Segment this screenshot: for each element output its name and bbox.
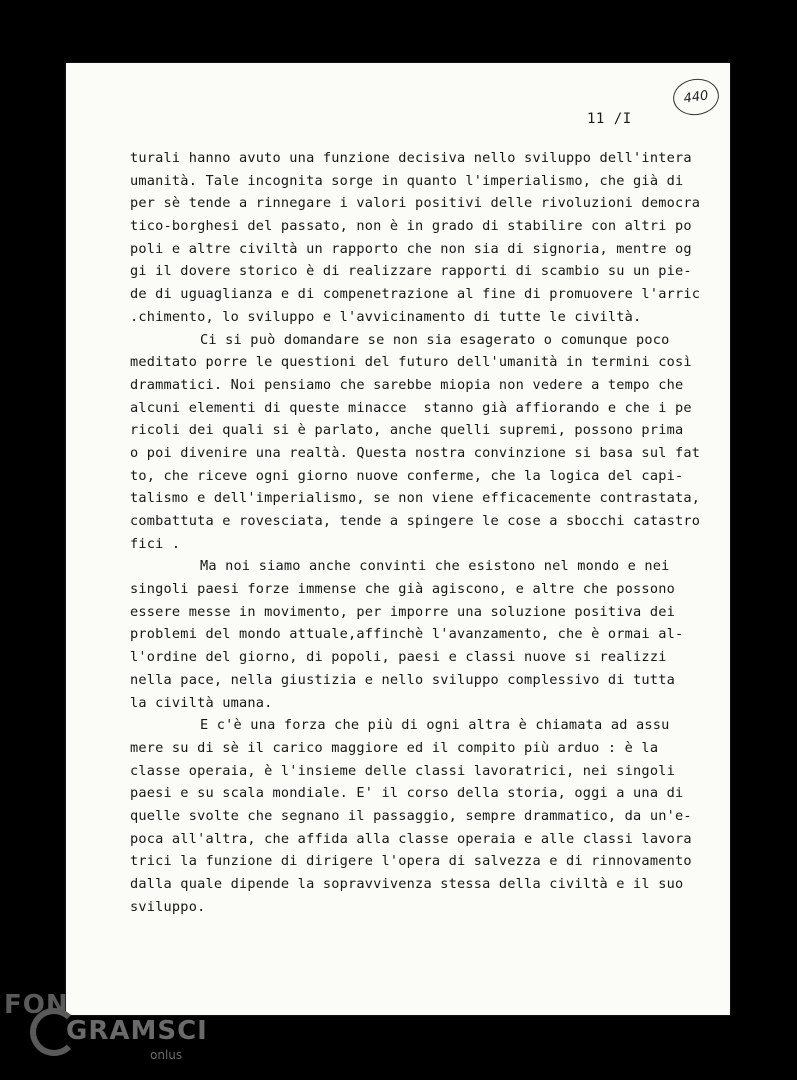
text-line: meditato porre le questioni del futuro dell'umanità in termini così (130, 354, 692, 371)
text-line: Ci si può domandare se non sia esagerato o comunque poco (200, 331, 670, 348)
text-line: Ma noi siamo anche convinti che esistono nel mondo e nei (200, 558, 670, 575)
text-line: fici . (130, 535, 181, 552)
logo-onlus-text: onlus (150, 1048, 183, 1062)
text-line: combattuta e rovesciata, tende a spingere le cose a sbocchi catastro (130, 513, 701, 529)
logo-gramsci-text: GRAMSCI (66, 1016, 208, 1046)
text-line: nella pace, nella giustizia e nello sviluppo complessivo di tutta (130, 671, 675, 688)
text-line: alcuni elementi di queste minacce stanno già affiorando e che i pe (130, 399, 692, 416)
text-line: to, che riceve ogni giorno nuove conferme, che la logica del capi- (130, 467, 684, 484)
page-number: 11 /I (587, 111, 632, 127)
text-line: drammatici. Noi pensiamo che sarebbe miopia non vedere a tempo che (130, 376, 684, 393)
text-line: paesi e su scala mondiale. E' il corso della storia, oggi a una di (130, 785, 684, 802)
text-line: E c'è una forza che più di ogni altra è chiamata ad assu (200, 717, 670, 734)
text-line: .chimento, lo sviluppo e l'avvicinamento di tutte le civiltà. (130, 308, 642, 325)
fondazione-gramsci-logo (0, 990, 208, 1075)
text-line: gi il dovere storico è di realizzare rapporti di scambio su un pie- (130, 263, 692, 280)
text-line: singoli paesi forze immense che già agiscono, e altre che possono (130, 581, 675, 598)
text-line: poli e altre civiltà un rapporto che non sia di signoria, mentre og (130, 240, 692, 257)
document-page (66, 63, 730, 1015)
text-line: poca all'altra, che affida alla classe operaia e alle classi lavora (130, 830, 692, 847)
text-line: turali hanno avuto una funzione decisiva nello sviluppo dell'intera (130, 150, 692, 166)
text-line: essere messe in movimento, per imporre una soluzione positiva dei (130, 603, 675, 620)
text-line: l'ordine del giorno, di popoli, paesi e classi nuove si realizzi (130, 649, 667, 666)
text-line: umanità. Tale incognita sorge in quanto l'imperialismo, che già di (130, 172, 684, 189)
text-line: ricoli dei quali si è parlato, anche quelli supremi, possono prima (130, 422, 684, 439)
text-line: per sè tende a rinnegare i valori positivi delle rivoluzioni democra (130, 195, 701, 212)
text-line: classe operaia, è l'insieme delle classi lavoratrici, nei singoli (130, 762, 675, 779)
text-line: dalla quale dipende la sopravvivenza stessa della civiltà e il suo (130, 876, 684, 892)
text-line: o poi divenire una realtà. Questa nostra convinzione si basa sul fat (130, 444, 701, 461)
text-line: de di uguaglianza e di compenetrazione al fine di promuovere l'arric (130, 286, 701, 303)
body-text (130, 147, 710, 918)
text-line: mere su di sè il carico maggiore ed il compito più arduo : è la (130, 739, 659, 756)
text-line: sviluppo. (130, 898, 206, 915)
text-line: trici la funzione di dirigere l'opera di salvezza e di rinnovamento (130, 853, 692, 870)
text-line: talismo e dell'imperialismo, se non viene efficacemente contrastata, (130, 490, 701, 507)
archive-stamp: 440 (671, 76, 722, 118)
logo-fon-text: FON (4, 990, 69, 1020)
text-line: quelle svolte che segnano il passaggio, sempre drammatico, da un'e- (130, 807, 692, 824)
text-line: tico-borghesi del passato, non è in grado di stabilire con altri po (130, 218, 692, 235)
text-line: la civiltà umana. (130, 694, 273, 711)
text-line: problemi del mondo attuale,affinchè l'avanzamento, che è ormai al- (130, 626, 684, 643)
